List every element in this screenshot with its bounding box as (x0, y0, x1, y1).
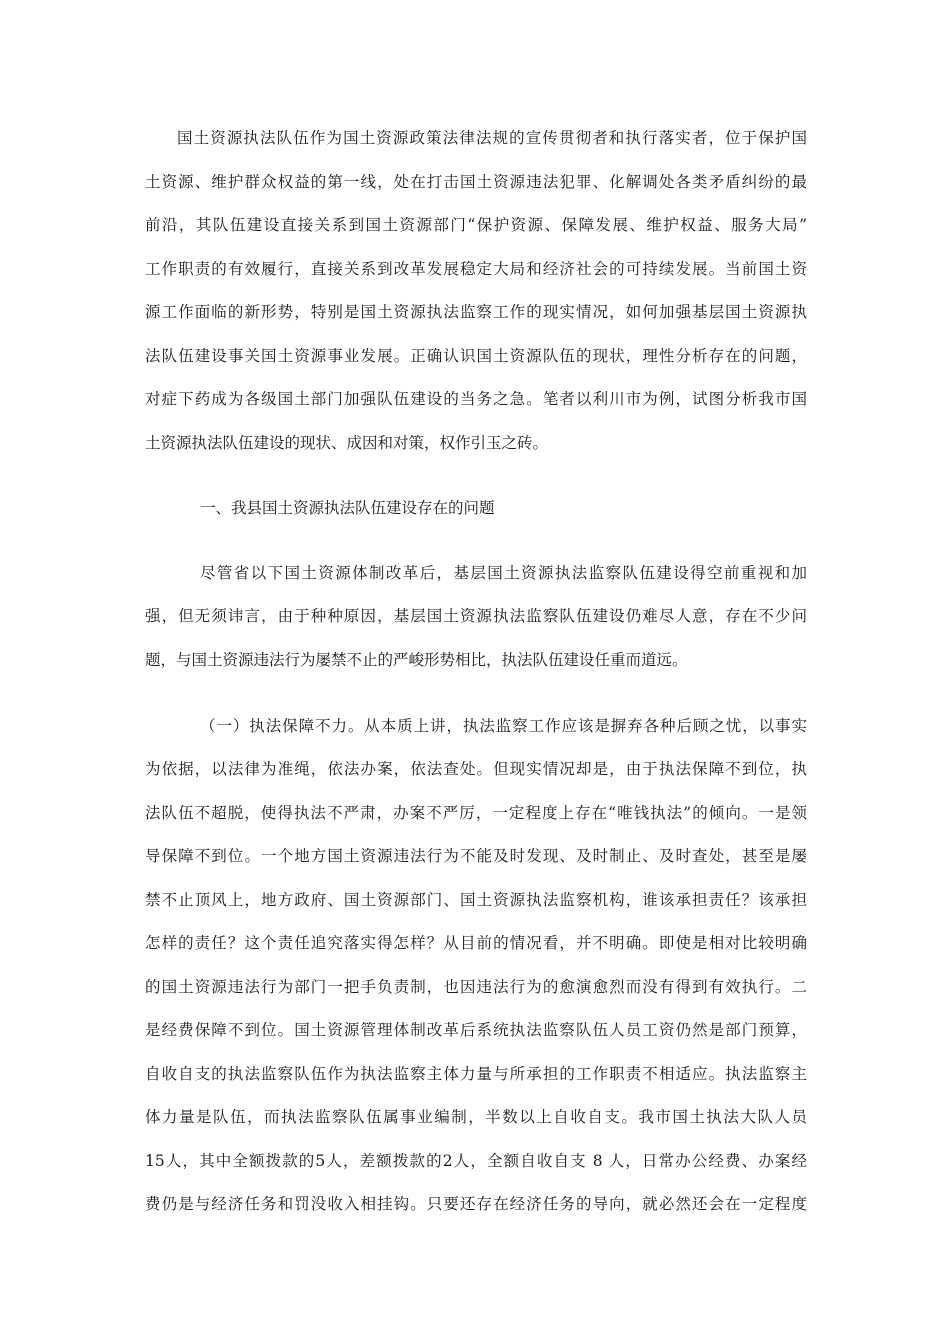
para3-line-2: 为依据，以法律为准绳，依法办案，依法查处。但现实情况却是，由于执法保障不到位，执 (145, 760, 807, 778)
intro-line-4: 工作职责的有效履行，直接关系到改革发展稳定大局和经济社会的可持续发展。当前国土资 (145, 260, 807, 278)
intro-line-8: 土资源执法队伍建设的现状、成因和对策，权作引玉之砖。 (145, 434, 549, 452)
para3-line-4: 导保障不到位。一个地方国土资源违法行为不能及时发现、及时制止、及时查处，甚至是屡 (145, 847, 807, 865)
para2-line-2: 强，但无须讳言，由于种种原因，基层国土资源执法监察队伍建设仍难尽人意，存在不少问 (145, 607, 807, 625)
para3-line-9: 自收自支的执法监察队伍作为执法监察主体力量与所承担的工作职责不相适应。执法监察主 (145, 1065, 807, 1083)
para2-line-3: 题，与国土资源违法行为屡禁不止的严峻形势相比，执法队伍建设任重而道远。 (145, 651, 688, 669)
para3-line-12: 费仍是与经济任务和罚没收入相挂钩。只要还存在经济任务的导向，就必然还会在一定程度 (145, 1195, 807, 1213)
intro-line-1: 国土资源执法队伍作为国土资源政策法律法规的宣传贯彻者和执行落实者，位于保护国 (177, 129, 807, 147)
para2-line-1: 尽管省以下国土资源体制改革后，基层国土资源执法监察队伍建设得空前重视和加 (200, 564, 807, 582)
para3-line-7: 的国土资源违法行为部门一把手负责制，也因违法行为的愈演愈烈而没有得到有效执行。二 (145, 978, 807, 996)
intro-line-7: 对症下药成为各级国土部门加强队伍建设的当务之急。笔者以利川市为例，试图分析我市国 (145, 390, 807, 408)
intro-line-6: 法队伍建设事关国土资源事业发展。正确认识国土资源队伍的现状，理性分析存在的问题， (145, 347, 807, 365)
para3-line-11: 15人，其中全额拨款的5人，差额拨款的2人，全额自收自支 8 人，日常办公经费、办案经 (145, 1152, 807, 1170)
intro-line-3: 前沿，其队伍建设直接关系到国土资源部门“保护资源、保障发展、维护权益、服务大局” (145, 216, 807, 234)
para3-line-6: 怎样的责任？这个责任追究落实得怎样？从目前的情况看，并不明确。即使是相对比较明确 (145, 934, 807, 952)
para3-line-3: 法队伍不超脱，使得执法不严肃，办案不严厉，一定程度上存在“唯钱执法”的倾向。一是领 (145, 804, 807, 822)
intro-line-2: 土资源、维护群众权益的第一线，处在打击国土资源违法犯罪、化解调处各类矛盾纠纷的最 (145, 173, 807, 191)
para3-line-1: （一）执法保障不力。从本质上讲，执法监察工作应该是摒弃各种后顾之忧，以事实 (200, 717, 807, 735)
para3-line-8: 是经费保障不到位。国土资源管理体制改革后系统执法监察队伍人员工资仍然是部门预算， (145, 1021, 807, 1039)
para3-line-5: 禁不止顶风上，地方政府、国土资源部门、国土资源执法监察机构，谁该承担责任？该承担 (145, 891, 807, 909)
section-heading: 一、我县国土资源执法队伍建设存在的问题 (200, 499, 495, 517)
para3-line-10: 体力量是队伍，而执法监察队伍属事业编制，半数以上自收自支。我市国土执法大队人员 (145, 1108, 807, 1126)
intro-line-5: 源工作面临的新形势，特别是国土资源执法监察工作的现实情况，如何加强基层国土资源执 (145, 303, 807, 321)
